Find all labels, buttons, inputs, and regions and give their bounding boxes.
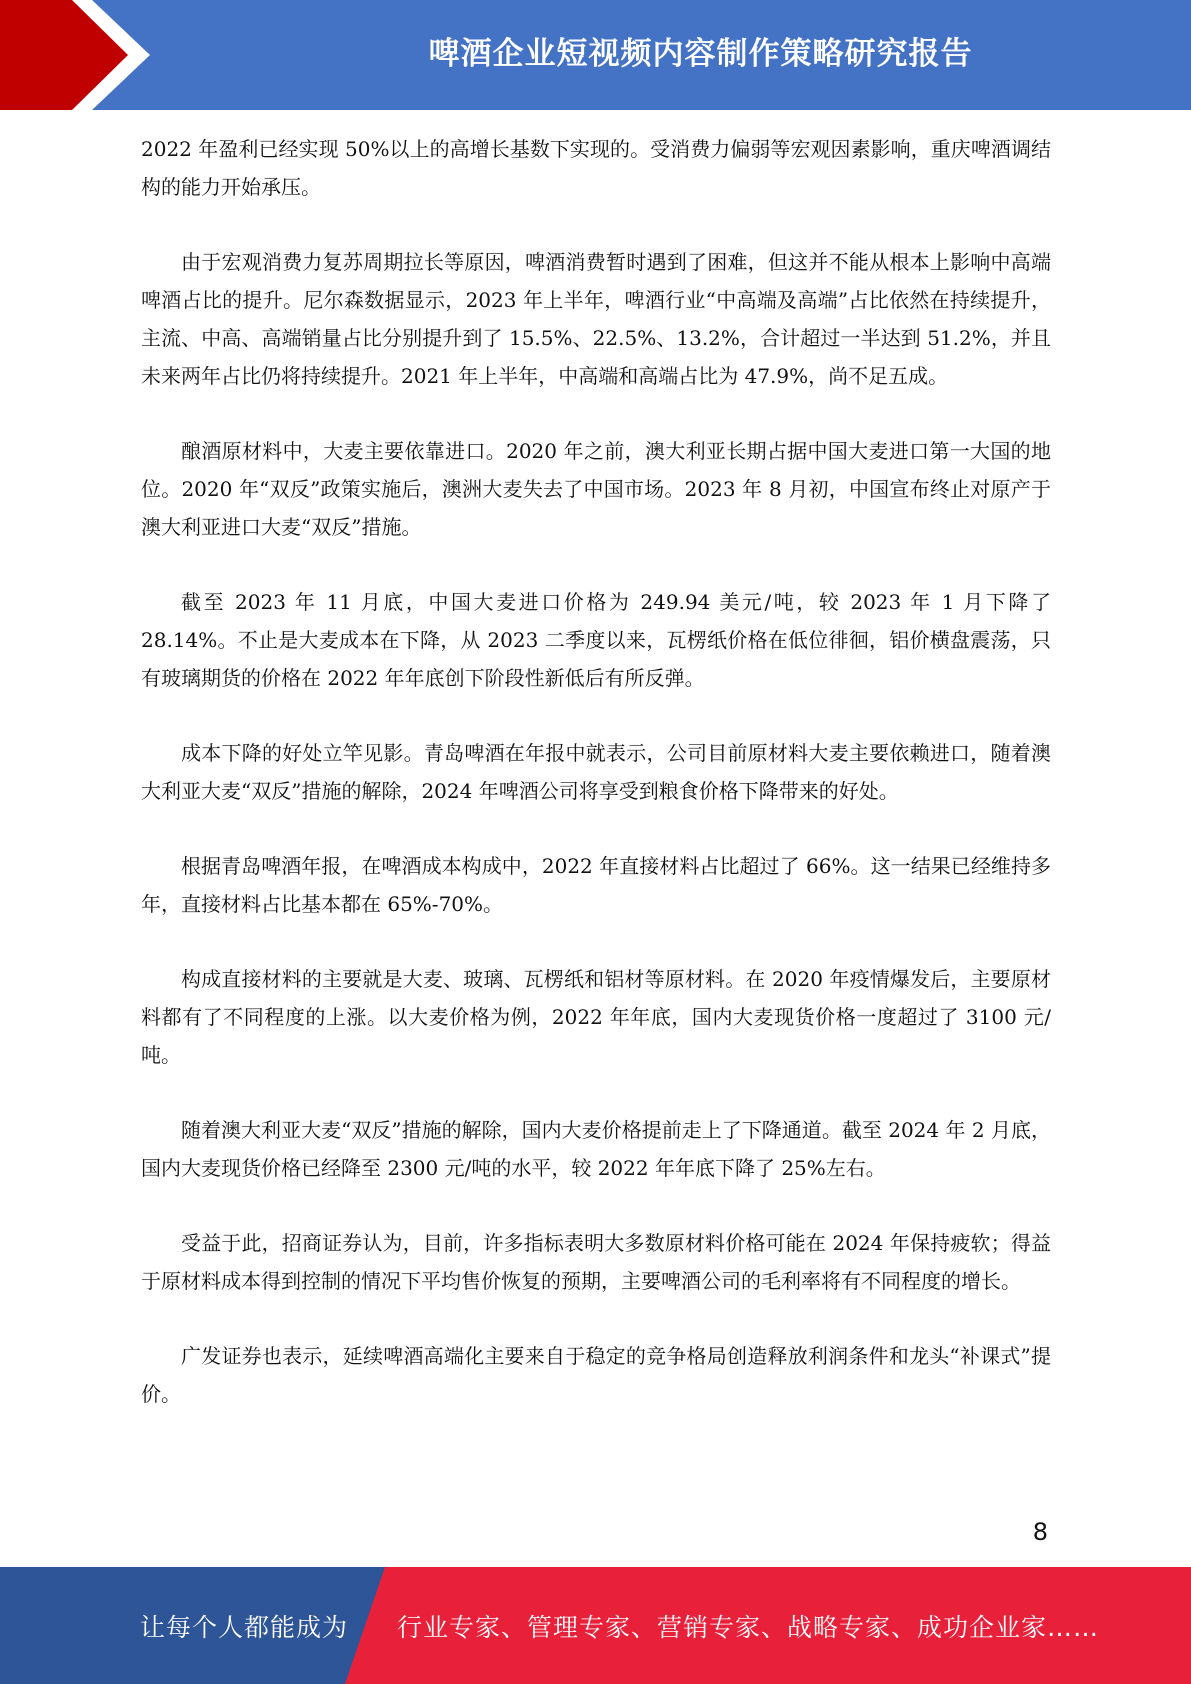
paragraph: 截至 2023 年 11 月底，中国大麦进口价格为 249.94 美元/吨，较 2023 年 1 月下降了 28.14%。不止是大麦成本在下降，从 2023 二季度以来，瓦楞纸价格在低位徘徊，铝价横盘震荡，只有玻璃期货的价格在 2022 年年底创下阶段性新低后有所反弹。 [141,590,1051,690]
paragraph: 根据青岛啤酒年报，在啤酒成本构成中，2022 年直接材料占比超过了 66%。这一结果已经维持多年，直接材料占比基本都在 65%-70%。 [141,854,1051,916]
page-footer [0,1567,1191,1684]
document-title: 啤酒企业短视频内容制作策略研究报告 [428,35,973,72]
paragraph: 受益于此，招商证券认为，目前，许多指标表明大多数原材料价格可能在 2024 年保持疲软；得益于原材料成本得到控制的情况下平均售价恢复的预期，主要啤酒公司的毛利率将有不同程度的增长。 [141,1231,1051,1293]
page-header [0,0,1191,110]
paragraph: 随着澳大利亚大麦“双反”措施的解除，国内大麦价格提前走上了下降通道。截至 2024 年 2 月底，国内大麦现货价格已经降至 2300 元/吨的水平，较 2022 年年底下降了 25%左右。 [141,1118,1051,1180]
page-number: 8 [1032,1518,1048,1546]
paragraph: 构成直接材料的主要就是大麦、玻璃、瓦楞纸和铝材等原材料。在 2020 年疫情爆发后，主要原材料都有了不同程度的上涨。以大麦价格为例，2022 年年底，国内大麦现货价格一度超过了 3100 元/吨。 [141,967,1051,1067]
paragraph: 2022 年盈利已经实现 50%以上的高增长基数下实现的。受消费力偏弱等宏观因素影响，重庆啤酒调结构的能力开始承压。 [141,137,1051,199]
paragraph: 成本下降的好处立竿见影。青岛啤酒在年报中就表示，公司目前原材料大麦主要依赖进口，随着澳大利亚大麦“双反”措施的解除，2024 年啤酒公司将享受到粮食价格下降带来的好处。 [141,741,1051,803]
header-arrow-decoration [0,0,160,110]
body-text [141,130,1051,1450]
paragraph: 酿酒原材料中，大麦主要依靠进口。2020 年之前，澳大利亚长期占据中国大麦进口第一大国的地位。2020 年“双反”政策实施后，澳洲大麦失去了中国市场。2023 年 8 月初，中国宣布终止对原产于澳大利亚进口大麦“双反”措施。 [141,439,1051,539]
paragraph: 广发证券也表示，延续啤酒高端化主要来自于稳定的竞争格局创造释放利润条件和龙头“补课式”提价。 [141,1344,1051,1406]
footer-slogan-left: 让每个人都能成为 [140,1612,349,1642]
footer-slogan-right: 行业专家、管理专家、营销专家、战略专家、成功企业家…… [397,1612,1100,1642]
paragraph: 由于宏观消费力复苏周期拉长等原因，啤酒消费暂时遇到了困难，但这并不能从根本上影响中高端啤酒占比的提升。尼尔森数据显示，2023 年上半年，啤酒行业“中高端及高端”占比依然在持续提升，主流、中高、高端销量占比分别提升到了 15.5%、22.5%、13.2%，合计超过一半达到 51.2%，并且未来两年占比仍将持续提升。2021 年上半年，中高端和高端占比为 47.9%，尚不足五成。 [141,250,1051,388]
